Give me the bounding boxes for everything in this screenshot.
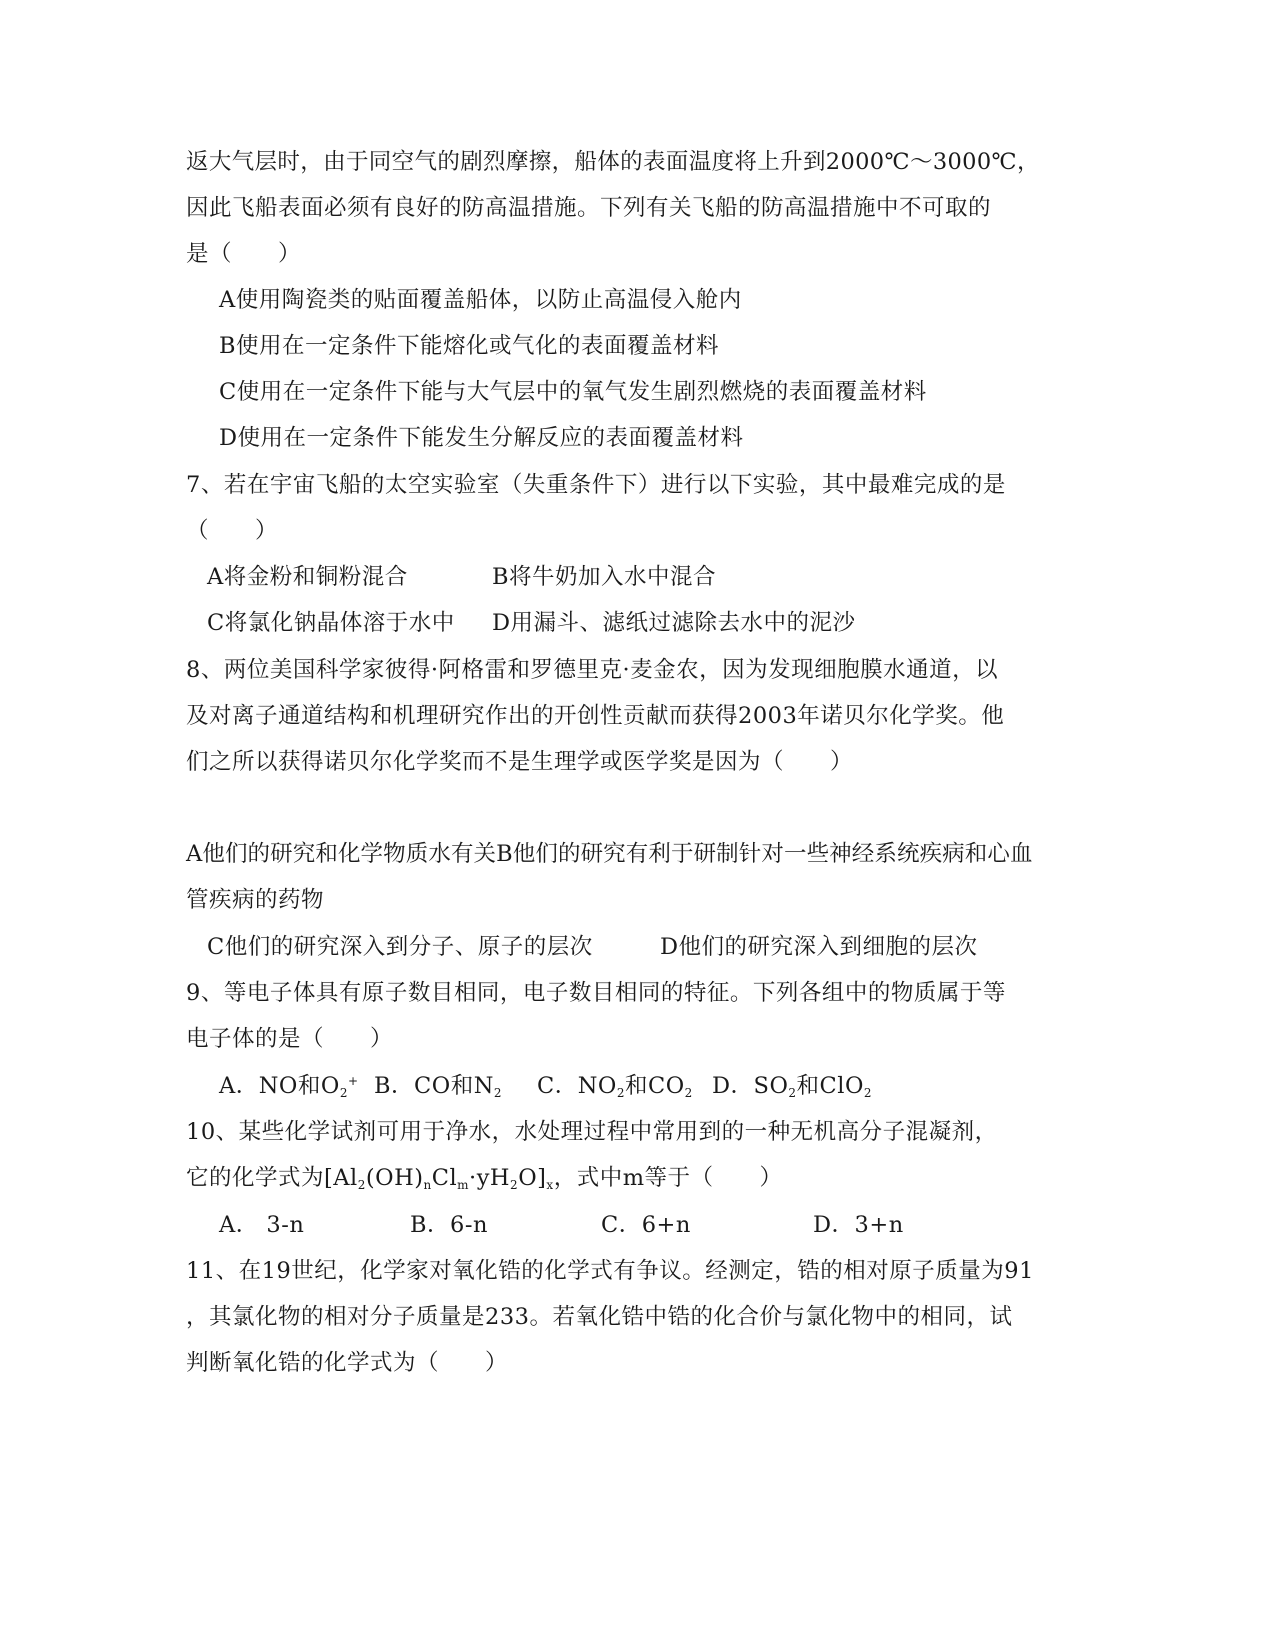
q6-option-c: C使用在一定条件下能与大气层中的氧气发生剧烈燃烧的表面覆盖材料 bbox=[219, 379, 927, 405]
q10-sub-h: 2 bbox=[510, 1178, 519, 1192]
q11-line-2: ，其氯化物的相对分子质量是233。若氧化锆中锆的化合价与氯化物中的相同，试 bbox=[186, 1304, 1013, 1330]
q9-option-b bbox=[374, 1071, 502, 1101]
q6-line-1: 返大气层时，由于同空气的剧烈摩擦，船体的表面温度将上升到2000℃～3000℃， bbox=[186, 149, 1040, 175]
q9-option-c-text: C．NO bbox=[537, 1073, 617, 1099]
q10-line-1: 10、某些化学试剂可用于净水，水处理过程中常用到的一种无机高分子混凝剂， bbox=[186, 1119, 998, 1145]
q10-sub-m: m bbox=[457, 1178, 470, 1192]
q9-line-2: 电子体的是（ ） bbox=[186, 1026, 394, 1052]
q10-formula-water: ·yH bbox=[469, 1165, 511, 1191]
q10-sub-x: x bbox=[546, 1178, 554, 1192]
q8-options-ab-line-1: A他们的研究和化学物质水有关B他们的研究有利于研制针对一些神经系统疾病和心血 bbox=[186, 841, 1033, 867]
q10-option-b: B．6-n bbox=[410, 1212, 488, 1238]
q9-option-b-subscript: 2 bbox=[493, 1086, 503, 1100]
q10-option-d: D．3+n bbox=[813, 1212, 904, 1238]
q6-option-d: D使用在一定条件下能发生分解反应的表面覆盖材料 bbox=[219, 425, 744, 451]
q9-option-d-subscript-1: 2 bbox=[788, 1086, 797, 1100]
q9-option-d-text: D．SO bbox=[712, 1073, 789, 1099]
q9-option-d-subscript-2: 2 bbox=[863, 1086, 873, 1100]
q8-line-2: 及对离子通道结构和机理研究作出的开创性贡献而获得2003年诺贝尔化学奖。他 bbox=[186, 703, 1005, 729]
q9-option-c-text-2: 和CO bbox=[625, 1073, 685, 1099]
q9-option-c-subscript-2: 2 bbox=[684, 1086, 693, 1100]
q7-option-b: B将牛奶加入水中混合 bbox=[492, 564, 717, 590]
q6-option-b: B使用在一定条件下能熔化或气化的表面覆盖材料 bbox=[219, 333, 720, 359]
q10-formula-oh: (OH) bbox=[365, 1165, 424, 1191]
q9-option-c bbox=[537, 1071, 693, 1101]
q10-formula-o: O] bbox=[518, 1165, 547, 1191]
q10-formula-cl: Cl bbox=[431, 1165, 458, 1191]
q9-option-d-text-2: 和ClO bbox=[796, 1073, 864, 1099]
q9-line-1: 9、等电子体具有原子数目相同，电子数目相同的特征。下列各组中的物质属于等 bbox=[186, 980, 1006, 1006]
q8-options-ab-line-2: 管疾病的药物 bbox=[186, 887, 325, 913]
q10-option-c: C．6+n bbox=[601, 1212, 691, 1238]
q8-option-c: C他们的研究深入到分子、原子的层次 bbox=[207, 934, 593, 960]
q9-option-a-subscript: 2 bbox=[339, 1086, 348, 1100]
q9-option-a bbox=[219, 1071, 359, 1101]
q9-option-d bbox=[712, 1071, 872, 1101]
q7-line-1: 7、若在宇宙飞船的太空实验室（失重条件下）进行以下实验，其中最难完成的是 bbox=[186, 472, 1006, 498]
q10-sub-al: 2 bbox=[357, 1178, 366, 1192]
q7-option-a: A将金粉和铜粉混合 bbox=[207, 564, 408, 590]
q10-formula-line bbox=[186, 1163, 783, 1193]
q10-formula-prefix: 它的化学式为[Al bbox=[186, 1165, 358, 1191]
q8-option-d: D他们的研究深入到细胞的层次 bbox=[660, 934, 978, 960]
q7-option-c: C将氯化钠晶体溶于水中 bbox=[207, 610, 455, 636]
q9-option-a-text: A．NO和O bbox=[219, 1073, 340, 1099]
q8-line-3: 们之所以获得诺贝尔化学奖而不是生理学或医学奖是因为（ ） bbox=[186, 749, 854, 775]
q11-line-1: 11、在19世纪，化学家对氧化锆的化学式有争议。经测定，锆的相对原子质量为91 bbox=[186, 1258, 1034, 1284]
q6-line-2: 因此飞船表面必须有良好的防高温措施。下列有关飞船的防高温措施中不可取的 bbox=[186, 195, 992, 221]
q10-option-a: A． 3-n bbox=[219, 1212, 305, 1238]
q10-formula-suffix: ，式中m等于（ ） bbox=[553, 1165, 783, 1191]
q9-option-c-subscript-1: 2 bbox=[616, 1086, 625, 1100]
q9-option-a-superscript: + bbox=[347, 1074, 359, 1088]
q8-line-1: 8、两位美国科学家彼得·阿格雷和罗德里克·麦金农，因为发现细胞膜水通道，以 bbox=[186, 657, 999, 683]
q7-option-d: D用漏斗、滤纸过滤除去水中的泥沙 bbox=[492, 610, 856, 636]
q7-line-2: （ ） bbox=[186, 518, 279, 544]
q10-sub-n: n bbox=[423, 1178, 432, 1192]
q6-option-a: A使用陶瓷类的贴面覆盖船体，以防止高温侵入舱内 bbox=[219, 287, 742, 313]
q9-option-b-text: B．CO和N bbox=[374, 1073, 494, 1099]
q11-line-3: 判断氧化锆的化学式为（ ） bbox=[186, 1350, 509, 1376]
q6-line-3: 是（ ） bbox=[186, 241, 302, 267]
